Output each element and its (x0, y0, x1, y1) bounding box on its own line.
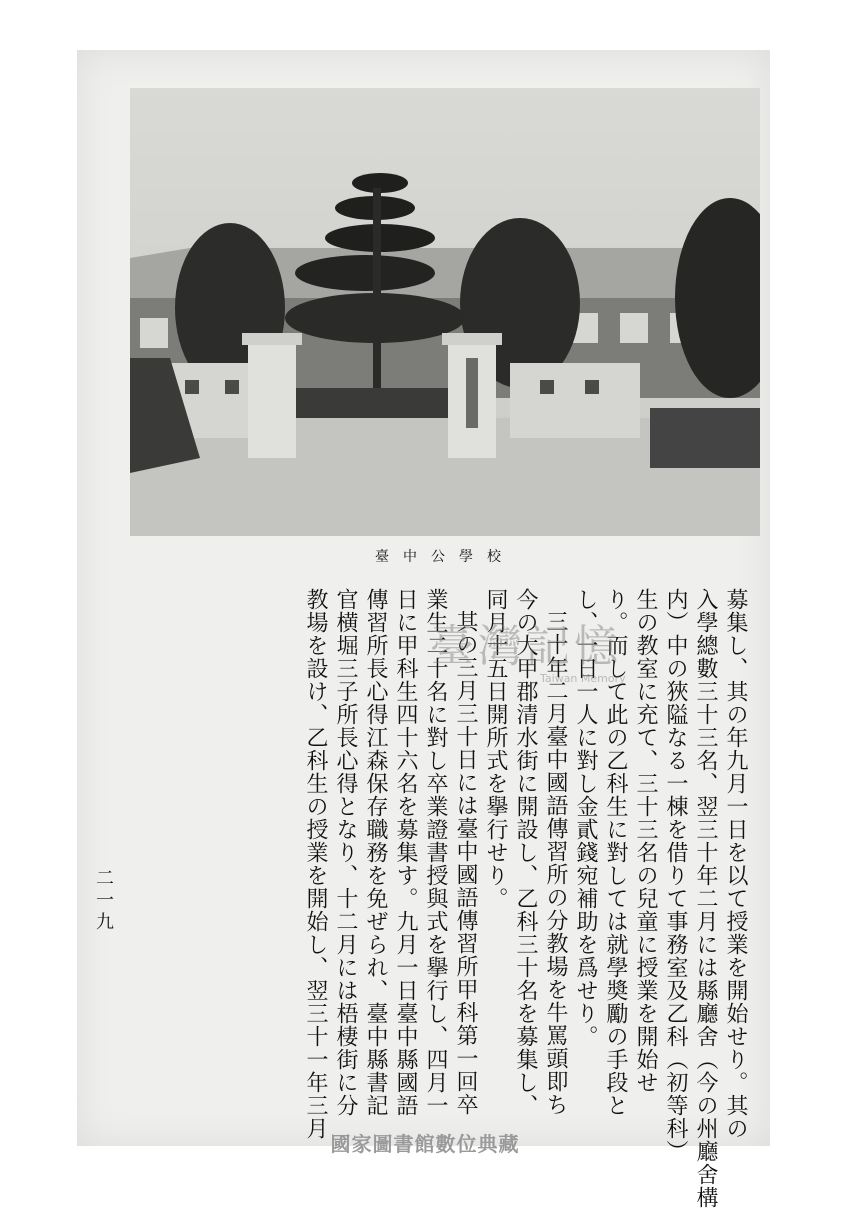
text-column: り。而して此の乙科生に對しては就學奬勵の手段と (603, 588, 628, 1117)
page-number: 二一九 (93, 868, 114, 934)
text-column: 日に甲科生四十六名を募集す。九月一日臺中縣國語 (393, 588, 418, 1117)
text-column: 傳習所長心得江森保存職務を免ぜられ、臺中縣書記 (363, 588, 388, 1117)
text-column: 三十年二月臺中國語傳習所の分教場を牛罵頭即ち (543, 610, 568, 1116)
text-column: 内）中の狹隘なる一棟を借りて事務室及乙科（初等科） (663, 588, 688, 1163)
text-column: 其の三月三十日には臺中國語傳習所甲科第一回卒 (453, 610, 478, 1116)
text-column: 募集し、其の年九月一日を以て授業を開始せり。其の (723, 588, 748, 1140)
text-column: 入學總數三十三名、翌三十年二月には縣廳舍（今の州廳舍構 (693, 588, 718, 1209)
text-column: 同月十五日開所式を擧行せり。 (483, 588, 508, 910)
text-column: 生の教室に充て、三十三名の兒童に授業を開始せ (633, 588, 658, 1094)
text-column: 官横堀三子所長心得となり、十二月には梧棲街に分 (333, 588, 358, 1117)
text-column: 業生二十名に對し卒業證書授與式を擧行し、四月一 (423, 588, 448, 1117)
watermark-english: Taiwan Memory (540, 672, 626, 685)
archive-footer: 國家圖書館數位典藏 (330, 1132, 520, 1156)
text-column: 今の大甲郡清水街に開設し、乙科三十名を募集し、 (513, 588, 538, 1117)
photo-caption: 臺中公學校 (375, 549, 515, 565)
text-column: 教場を設け、乙科生の授業を開始し、翌三十一年三月 (303, 588, 328, 1140)
watermark-chinese: 臺灣記憶 (430, 621, 622, 672)
text-column: し、一日一人に對し金貳錢宛補助を爲せり。 (573, 588, 598, 1048)
school-photograph (130, 88, 760, 536)
